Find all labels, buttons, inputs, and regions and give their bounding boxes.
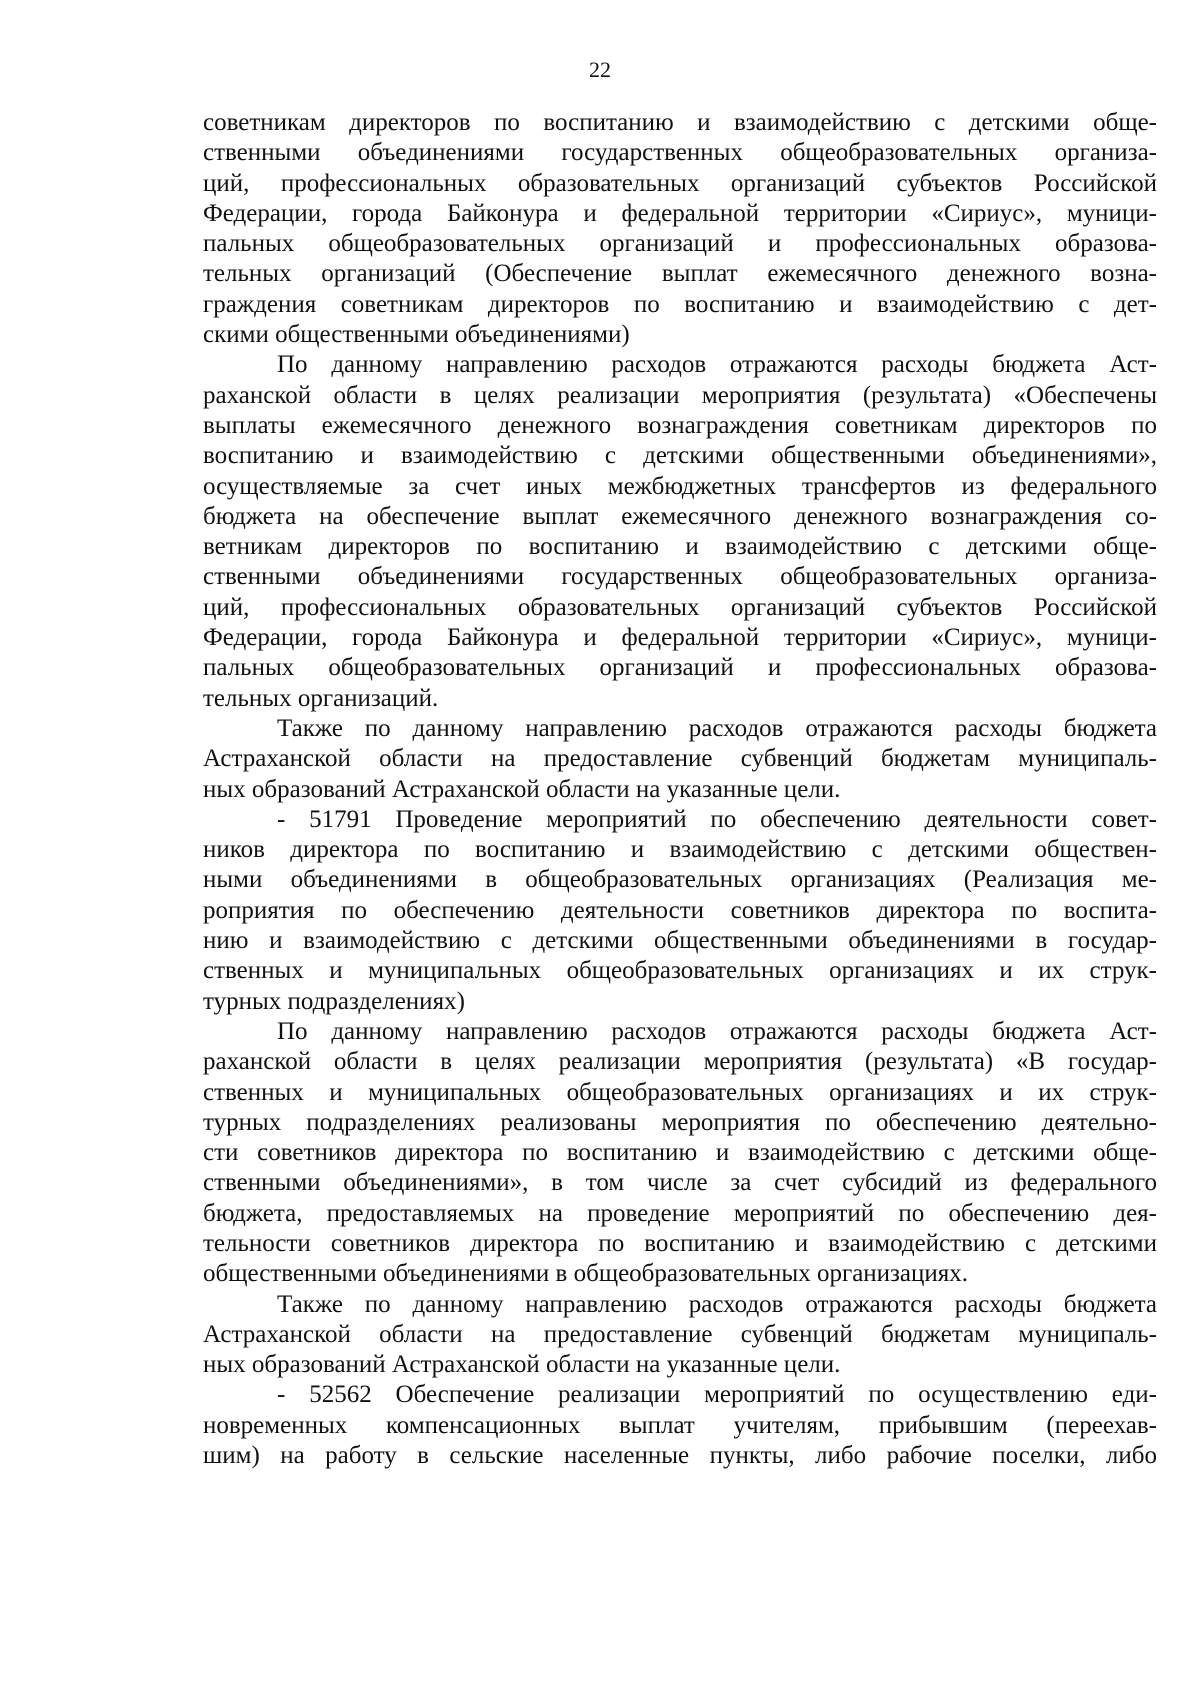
text-line: воспитанию и взаимодействию с детскими общественными объединениями»,: [203, 442, 1157, 470]
text-line: новременных компенсационных выплат учителям, прибывшим (переехав-: [203, 1411, 1157, 1439]
text-line: ных образований Астраханской области на указанные цели.: [203, 775, 841, 803]
text-line: Федерации, города Байконура и федеральной территории «Сириус», муници-: [203, 199, 1157, 227]
text-line: Астраханской области на предоставление субвенций бюджетам муниципаль-: [203, 1320, 1157, 1348]
text-line: По данному направлению расходов отражаются расходы бюджета Аст-: [277, 351, 1157, 379]
text-line: турных подразделениях реализованы мероприятия по обеспечению деятельно-: [203, 1108, 1157, 1136]
text-line: пальных общеобразовательных организаций и профессиональных образова-: [203, 654, 1157, 682]
text-line: турных подразделениях): [203, 987, 465, 1015]
text-line: - 52562 Обеспечение реализации мероприятий по осуществлению еди-: [277, 1381, 1157, 1409]
paragraph: [203, 1290, 1157, 1381]
text-line: ций, профессиональных образовательных организаций субъектов Российской: [203, 169, 1157, 197]
text-line: роприятия по обеспечению деятельности советников директора по воспита-: [203, 896, 1157, 924]
text-line: раханской области в целях реализации мероприятия (результата) «В государ-: [203, 1048, 1157, 1076]
text-line: По данному направлению расходов отражаются расходы бюджета Аст-: [277, 1017, 1157, 1045]
text-line: советникам директоров по воспитанию и взаимодействию с детскими обще-: [203, 109, 1157, 136]
text-line: ственных и муниципальных общеобразовательных организациях и их струк-: [203, 957, 1157, 985]
text-line: общественными объединениями в общеобразовательных организациях.: [203, 1260, 969, 1288]
text-line: нию и взаимодействию с детскими общественными объединениями в государ-: [203, 927, 1157, 955]
text-line: ственных и муниципальных общеобразовательных организациях и их струк-: [203, 1078, 1157, 1106]
paragraph-continuation: [203, 108, 1157, 350]
text-line: бюджета, предоставляемых на проведение мероприятий по обеспечению дея-: [203, 1199, 1157, 1227]
paragraph: [203, 1017, 1157, 1290]
text-line: тельных организаций.: [203, 684, 439, 712]
text-line: Также по данному направлению расходов отражаются расходы бюджета: [277, 714, 1157, 742]
text-line: ственными объединениями государственных общеобразовательных организа-: [203, 139, 1157, 167]
text-line: шим) на работу в сельские населенные пункты, либо рабочие поселки, либо: [203, 1442, 1157, 1470]
text-line: ственными объединениями», в том числе за счет субсидий из федерального: [203, 1169, 1157, 1197]
text-line: Федерации, города Байконура и федеральной территории «Сириус», муници-: [203, 624, 1157, 652]
text-line: раханской области в целях реализации мероприятия (результата) «Обеспечены: [203, 381, 1157, 409]
page-number: 22: [589, 57, 611, 82]
text-line: пальных общеобразовательных организаций и профессиональных образова-: [203, 230, 1157, 258]
text-line: ветникам директоров по воспитанию и взаимодействию с детскими обще-: [203, 533, 1157, 561]
paragraph-list-item: [203, 1380, 1157, 1471]
paragraph-list-item: [203, 805, 1157, 1017]
paragraph: [203, 350, 1157, 714]
text-line: ников директора по воспитанию и взаимодействию с детскими обществен-: [203, 836, 1157, 864]
text-line: тельности советников директора по воспитанию и взаимодействию с детскими: [203, 1229, 1157, 1257]
document-body: [203, 108, 1157, 1471]
text-line: выплаты ежемесячного денежного вознаграждения советникам директоров по: [203, 411, 1157, 439]
text-line: - 51791 Проведение мероприятий по обеспечению деятельности совет-: [277, 805, 1157, 833]
text-line: граждения советникам директоров по воспитанию и взаимодействию с дет-: [203, 290, 1157, 318]
text-line: ственными объединениями государственных общеобразовательных организа-: [203, 563, 1157, 591]
text-line: бюджета на обеспечение выплат ежемесячного денежного вознаграждения со-: [203, 502, 1157, 530]
text-line: тельных организаций (Обеспечение выплат ежемесячного денежного возна-: [203, 260, 1157, 288]
text-line: ных образований Астраханской области на указанные цели.: [203, 1351, 841, 1379]
text-line: ций, профессиональных образовательных организаций субъектов Российской: [203, 593, 1157, 621]
paragraph: [203, 714, 1157, 805]
text-line: Также по данному направлению расходов отражаются расходы бюджета: [277, 1290, 1157, 1318]
text-line: сти советников директора по воспитанию и взаимодействию с детскими обще-: [203, 1139, 1157, 1167]
text-line: Астраханской области на предоставление субвенций бюджетам муниципаль-: [203, 745, 1157, 773]
text-line: скими общественными объединениями): [203, 321, 630, 349]
text-line: осуществляемые за счет иных межбюджетных трансфертов из федерального: [203, 472, 1157, 500]
text-line: ными объединениями в общеобразовательных организациях (Реализация ме-: [203, 866, 1157, 894]
